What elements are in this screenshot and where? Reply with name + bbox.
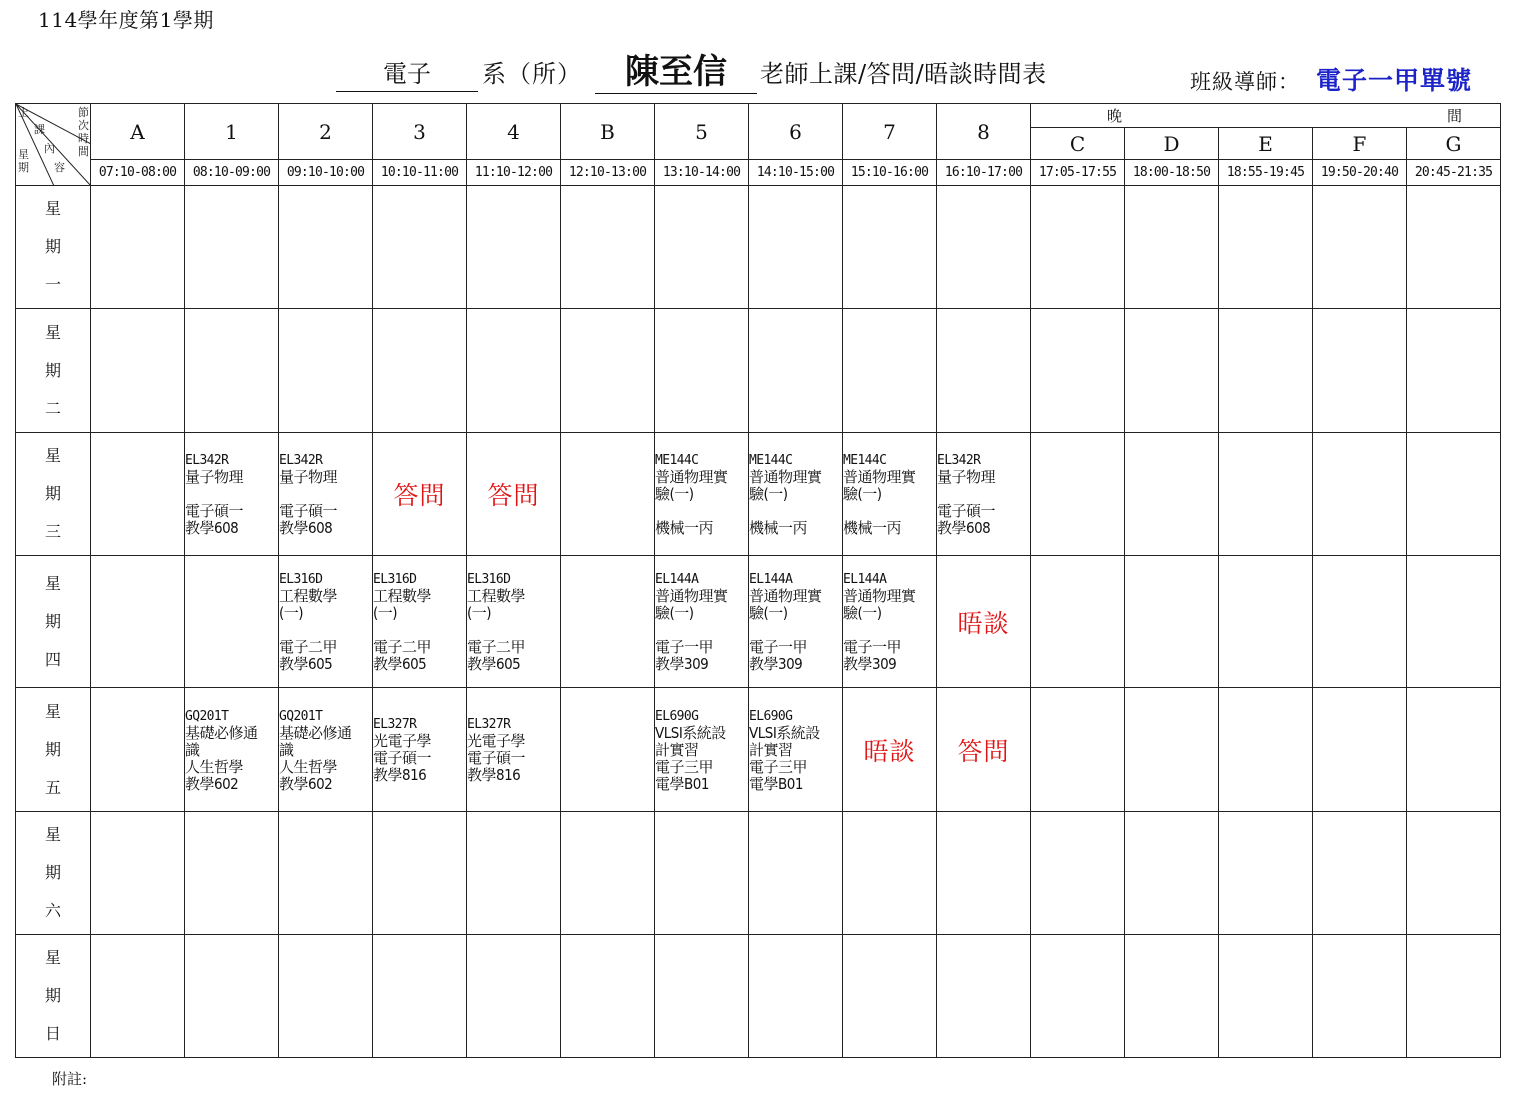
slot-cell: [561, 433, 655, 556]
corner-label-shang: 上: [18, 106, 29, 119]
day-char: 星: [44, 199, 61, 218]
period-header: 7: [843, 104, 937, 160]
course-cell: [373, 556, 467, 688]
period-header: 5: [655, 104, 749, 160]
course-details: 普通物理實 驗(一) 機械一丙: [655, 468, 728, 537]
day-header-wednesday: [16, 433, 91, 556]
day-row-wednesday: [16, 433, 1501, 556]
slot-cell: [185, 309, 279, 433]
slot-cell: [1031, 309, 1125, 433]
day-header-monday: [16, 186, 91, 309]
slot-cell: [1313, 433, 1407, 556]
course-details: 普通物理實 驗(一) 電子一甲 教學309: [749, 587, 822, 673]
slot-cell: [749, 309, 843, 433]
slot-cell: [1219, 688, 1313, 812]
course-code: EL144A: [749, 572, 793, 587]
day-char: 六: [44, 901, 61, 920]
slot-cell: [1407, 935, 1501, 1058]
day-char: 星: [44, 322, 61, 342]
slot-cell: [1407, 812, 1501, 935]
slot-cell: [561, 186, 655, 309]
office-hours-mark: 答問: [467, 433, 561, 556]
course-cell: [655, 688, 749, 812]
slot-cell: [1313, 556, 1407, 688]
day-char: 五: [44, 777, 61, 797]
slot-cell: [1219, 186, 1313, 309]
slot-cell: [843, 812, 937, 935]
slot-cell: [1313, 935, 1407, 1058]
day-char: 期: [44, 863, 61, 882]
slot-cell: [185, 812, 279, 935]
evening-label-left: 晚: [1107, 107, 1123, 125]
corner-label-shi: 時: [78, 132, 89, 145]
slot-cell: [1313, 688, 1407, 812]
course-code: EL144A: [843, 572, 887, 587]
corner-label-jie: 節: [78, 106, 89, 119]
timetable: [15, 103, 1501, 1058]
course-cell: [185, 433, 279, 556]
department-name: 電子: [336, 54, 478, 92]
slot-cell: [561, 935, 655, 1058]
course-cell: [373, 688, 467, 812]
slot-cell: [279, 812, 373, 935]
slot-cell: [1407, 688, 1501, 812]
slot-cell: [373, 186, 467, 309]
slot-cell: [1031, 935, 1125, 1058]
course-details: 普通物理實 驗(一) 電子一甲 教學309: [655, 587, 728, 673]
course-details: 量子物理 電子碩一 教學608: [937, 468, 996, 537]
slot-cell: [91, 186, 185, 309]
slot-cell: [467, 309, 561, 433]
slot-cell: [373, 812, 467, 935]
slot-cell: [1219, 812, 1313, 935]
mentor-class: 電子一甲單號: [1316, 66, 1473, 95]
corner-label-ke: 課: [34, 123, 45, 136]
slot-cell: [749, 935, 843, 1058]
course-details: 光電子學 電子碩一 教學816: [467, 732, 526, 784]
course-details: 工程數學 (一) 電子二甲 教學605: [279, 587, 338, 673]
course-details: 基礎必修通 識 人生哲學 教學602: [279, 723, 352, 793]
slot-cell: [1407, 186, 1501, 309]
course-cell: [655, 433, 749, 556]
corner-label-jian: 間: [78, 145, 89, 158]
day-char: 四: [44, 649, 61, 669]
day-header-saturday: [16, 812, 91, 935]
day-row-thursday: [16, 556, 1501, 688]
day-char: 期: [44, 360, 61, 380]
course-details: VLSI系統設 計實習 電子三甲 電學B01: [655, 723, 726, 793]
slot-cell: [1031, 688, 1125, 812]
slot-cell: [373, 309, 467, 433]
time-header: 10:10-11:00: [373, 160, 467, 186]
course-code: EL327R: [467, 717, 511, 732]
day-char: 期: [44, 484, 61, 503]
day-char: 期: [44, 237, 61, 256]
teacher-name: 陳至信: [595, 44, 757, 94]
course-cell: [467, 556, 561, 688]
office-hours-mark: 答問: [937, 688, 1031, 812]
course-code: ME144C: [749, 453, 793, 468]
slot-cell: [561, 812, 655, 935]
course-details: 光電子學 電子碩一 教學816: [373, 732, 432, 784]
day-row-friday: [16, 688, 1501, 812]
mentor-label: 班級導師：: [1190, 70, 1300, 94]
slot-cell: [561, 688, 655, 812]
course-code: EL690G: [749, 708, 793, 724]
course-details: 工程數學 (一) 電子二甲 教學605: [373, 587, 432, 673]
course-code: GQ201T: [279, 708, 323, 724]
course-details: 普通物理實 驗(一) 電子一甲 教學309: [843, 587, 916, 673]
slot-cell: [279, 186, 373, 309]
time-header: 15:10-16:00: [843, 160, 937, 186]
course-cell: [279, 433, 373, 556]
period-header: A: [91, 104, 185, 160]
slot-cell: [185, 556, 279, 688]
time-header: 14:10-15:00: [749, 160, 843, 186]
slot-cell: [1125, 688, 1219, 812]
schedule-title: 老師上課/答問/晤談時間表: [760, 60, 1047, 88]
course-details: 基礎必修通 識 人生哲學 教學602: [185, 723, 258, 793]
day-header-sunday: [16, 935, 91, 1058]
day-header-friday: [16, 688, 91, 812]
slot-cell: [655, 812, 749, 935]
course-cell: [279, 688, 373, 812]
office-hours-mark: 答問: [373, 433, 467, 556]
day-char: 期: [44, 611, 61, 631]
slot-cell: [561, 309, 655, 433]
slot-cell: [655, 309, 749, 433]
day-header-thursday: [16, 556, 91, 688]
department-suffix: 系（所）: [482, 60, 582, 88]
period-header: 8: [937, 104, 1031, 160]
time-header: 18:55-19:45: [1219, 160, 1313, 186]
period-header: 1: [185, 104, 279, 160]
period-header: 4: [467, 104, 561, 160]
slot-cell: [1031, 556, 1125, 688]
course-code: EL342R: [279, 453, 323, 468]
course-details: 量子物理 電子碩一 教學608: [185, 468, 244, 537]
corner-label-ci: 次: [78, 119, 89, 132]
time-header: 07:10-08:00: [91, 160, 185, 186]
slot-cell: [373, 935, 467, 1058]
slot-cell: [1313, 309, 1407, 433]
day-header-tuesday: [16, 309, 91, 433]
course-cell: [749, 556, 843, 688]
time-header: 11:10-12:00: [467, 160, 561, 186]
course-code: EL316D: [467, 572, 511, 587]
course-details: 普通物理實 驗(一) 機械一丙: [749, 468, 822, 537]
slot-cell: [937, 935, 1031, 1058]
course-code: EL316D: [373, 572, 417, 587]
slot-cell: [1125, 186, 1219, 309]
slot-cell: [91, 688, 185, 812]
day-char: 期: [44, 986, 61, 1005]
course-code: EL342R: [185, 453, 229, 468]
slot-cell: [1407, 556, 1501, 688]
day-char: 星: [44, 701, 61, 721]
slot-cell: [91, 935, 185, 1058]
slot-cell: [937, 186, 1031, 309]
time-header: 20:45-21:35: [1407, 160, 1501, 186]
evening-header: [1031, 104, 1501, 128]
day-char: 期: [44, 739, 61, 759]
footnote: 附註:: [52, 1070, 88, 1088]
evening-label-right: 間: [1447, 107, 1463, 125]
time-header: 08:10-09:00: [185, 160, 279, 186]
day-row-saturday: [16, 812, 1501, 935]
day-char: 星: [44, 573, 61, 593]
slot-cell: [1125, 309, 1219, 433]
slot-cell: [1407, 433, 1501, 556]
course-code: ME144C: [655, 453, 699, 468]
day-char: 三: [44, 522, 61, 541]
period-header: C: [1031, 128, 1125, 160]
slot-cell: [1125, 935, 1219, 1058]
title-row: [0, 46, 1518, 95]
slot-cell: [1125, 812, 1219, 935]
course-details: 工程數學 (一) 電子二甲 教學605: [467, 587, 526, 673]
slot-cell: [1031, 433, 1125, 556]
day-char: 二: [44, 398, 61, 418]
slot-cell: [1219, 556, 1313, 688]
time-header: 12:10-13:00: [561, 160, 655, 186]
course-code: ME144C: [843, 453, 887, 468]
day-char: 星: [44, 948, 61, 967]
course-code: GQ201T: [185, 708, 229, 724]
period-header: 3: [373, 104, 467, 160]
corner-label-nei: 內: [44, 142, 55, 155]
slot-cell: [1313, 812, 1407, 935]
corner-label-rong: 容: [54, 161, 65, 174]
slot-cell: [467, 812, 561, 935]
course-details: 普通物理實 驗(一) 機械一丙: [843, 468, 916, 537]
day-char: 日: [44, 1024, 61, 1043]
course-code: EL327R: [373, 717, 417, 732]
day-row-tuesday: [16, 309, 1501, 433]
slot-cell: [1219, 433, 1313, 556]
slot-cell: [279, 935, 373, 1058]
course-details: 量子物理 電子碩一 教學608: [279, 468, 338, 537]
slot-cell: [1219, 309, 1313, 433]
course-code: EL342R: [937, 453, 981, 468]
day-char: 一: [44, 275, 61, 294]
slot-cell: [843, 309, 937, 433]
corner-label-xing: 星: [18, 148, 29, 161]
time-header: 18:00-18:50: [1125, 160, 1219, 186]
slot-cell: [843, 935, 937, 1058]
semester-label: 114學年度第1學期: [38, 8, 214, 32]
slot-cell: [1031, 812, 1125, 935]
slot-cell: [279, 309, 373, 433]
period-header: E: [1219, 128, 1313, 160]
slot-cell: [937, 812, 1031, 935]
course-code: EL316D: [279, 572, 323, 587]
consultation-mark: 晤談: [937, 556, 1031, 688]
slot-cell: [1125, 433, 1219, 556]
course-cell: [467, 688, 561, 812]
slot-cell: [749, 812, 843, 935]
course-code: EL690G: [655, 708, 699, 724]
day-row-sunday: [16, 935, 1501, 1058]
day-row-monday: [16, 186, 1501, 309]
period-header: G: [1407, 128, 1501, 160]
course-cell: [843, 433, 937, 556]
course-code: EL144A: [655, 572, 699, 587]
slot-cell: [937, 309, 1031, 433]
course-cell: [843, 556, 937, 688]
table-corner: [16, 104, 91, 186]
slot-cell: [561, 556, 655, 688]
slot-cell: [655, 186, 749, 309]
time-header: 09:10-10:00: [279, 160, 373, 186]
slot-cell: [185, 186, 279, 309]
course-details: VLSI系統設 計實習 電子三甲 電學B01: [749, 723, 820, 793]
slot-cell: [185, 935, 279, 1058]
time-header: 16:10-17:00: [937, 160, 1031, 186]
slot-cell: [467, 935, 561, 1058]
slot-cell: [843, 186, 937, 309]
slot-cell: [1219, 935, 1313, 1058]
slot-cell: [1125, 556, 1219, 688]
corner-label-qi: 期: [18, 161, 29, 174]
slot-cell: [467, 186, 561, 309]
day-char: 星: [44, 825, 61, 844]
course-cell: [655, 556, 749, 688]
slot-cell: [91, 812, 185, 935]
course-cell: [185, 688, 279, 812]
period-header: 6: [749, 104, 843, 160]
consultation-mark: 晤談: [843, 688, 937, 812]
slot-cell: [749, 186, 843, 309]
slot-cell: [91, 433, 185, 556]
slot-cell: [1031, 186, 1125, 309]
slot-cell: [91, 556, 185, 688]
period-header: 2: [279, 104, 373, 160]
slot-cell: [1407, 309, 1501, 433]
time-header: 17:05-17:55: [1031, 160, 1125, 186]
day-char: 星: [44, 446, 61, 465]
course-cell: [749, 688, 843, 812]
time-header: 13:10-14:00: [655, 160, 749, 186]
slot-cell: [1313, 186, 1407, 309]
time-header: 19:50-20:40: [1313, 160, 1407, 186]
slot-cell: [91, 309, 185, 433]
course-cell: [279, 556, 373, 688]
course-cell: [749, 433, 843, 556]
period-header: F: [1313, 128, 1407, 160]
period-header: D: [1125, 128, 1219, 160]
period-header: B: [561, 104, 655, 160]
course-cell: [937, 433, 1031, 556]
slot-cell: [655, 935, 749, 1058]
